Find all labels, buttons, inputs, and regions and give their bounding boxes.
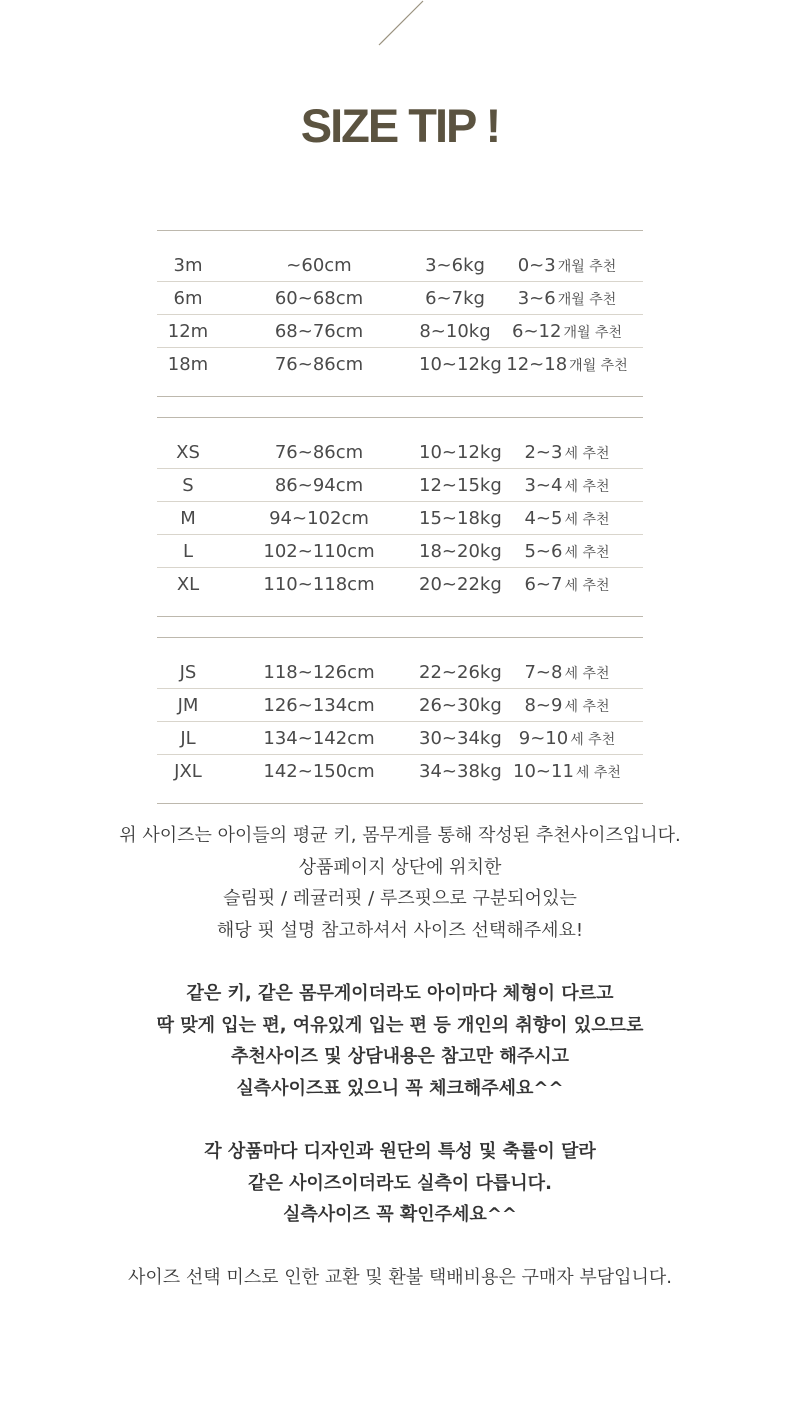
note-line: 각 상품마다 디자인과 원단의 특성 및 축률이 달라: [204, 1141, 596, 1162]
age-recommendation: [491, 255, 643, 276]
page-title: SIZE TIP !: [300, 99, 500, 152]
age-suffix: 개월 추천: [569, 357, 628, 374]
height-range: 76~86cm: [274, 353, 364, 375]
note-line: 실측사이즈 꼭 확인주세요^^: [283, 1204, 517, 1225]
size-row: [157, 567, 643, 600]
height-range: ~60cm: [286, 254, 352, 276]
weight-range: 6~7kg: [425, 287, 485, 309]
note-paragraph: [0, 1262, 800, 1294]
age-suffix: 세 추천: [564, 577, 610, 594]
age-range: 8~9: [524, 694, 563, 716]
note-paragraph: [0, 1136, 800, 1231]
note-line: 위 사이즈는 아이들의 평균 키, 몸무게를 통해 작성된 추천사이즈입니다.: [119, 825, 681, 846]
size-chart: [157, 230, 643, 804]
note-paragraph: [0, 978, 800, 1104]
size-label: XL: [176, 573, 200, 595]
age-range: 6~12: [512, 320, 562, 342]
height-range: 118~126cm: [263, 661, 375, 683]
age-recommendation: [491, 442, 643, 463]
size-group: [157, 230, 643, 397]
size-label: 6m: [173, 287, 203, 309]
height-range: 102~110cm: [263, 540, 375, 562]
height-range: 126~134cm: [263, 694, 375, 716]
age-range: 0~3: [517, 254, 556, 276]
weight-range: 8~10kg: [419, 320, 491, 342]
age-suffix: 세 추천: [570, 731, 616, 748]
age-recommendation: [491, 475, 643, 496]
weight-range: 34~38kg: [419, 760, 502, 782]
size-label: JS: [179, 661, 197, 683]
note-line: 같은 사이즈이더라도 실측이 다릅니다.: [248, 1172, 552, 1194]
note-line: 해당 핏 설명 참고하셔서 사이즈 선택해주세요!: [216, 919, 584, 941]
note-line: 딱 맞게 입는 편, 여유있게 입는 편 등 개인의 취향이 있으므로: [156, 1014, 644, 1036]
weight-range: 20~22kg: [419, 573, 502, 595]
weight-range: 10~12kg: [419, 441, 502, 463]
height-range: 86~94cm: [274, 474, 364, 496]
age-range: 4~5: [524, 507, 563, 529]
note-paragraph: [0, 820, 800, 946]
size-row: [157, 249, 643, 281]
age-suffix: 개월 추천: [563, 324, 622, 341]
size-label: JL: [180, 727, 196, 749]
age-recommendation: [491, 574, 643, 595]
height-range: 142~150cm: [263, 760, 375, 782]
size-row: [157, 688, 643, 721]
size-label: 18m: [167, 353, 209, 375]
height-range: 110~118cm: [263, 573, 375, 595]
age-range: 10~11: [513, 760, 574, 782]
size-row: [157, 468, 643, 501]
height-range: 68~76cm: [274, 320, 364, 342]
note-line: 상품페이지 상단에 위치한: [298, 856, 502, 878]
age-suffix: 세 추천: [564, 665, 610, 682]
size-label: JM: [177, 694, 199, 716]
height-range: 60~68cm: [274, 287, 364, 309]
age-suffix: 세 추천: [564, 511, 610, 528]
size-label: JXL: [174, 760, 202, 782]
height-range: 134~142cm: [263, 727, 375, 749]
weight-range: 15~18kg: [419, 507, 502, 529]
age-range: 5~6: [524, 540, 563, 562]
age-recommendation: [491, 761, 643, 782]
age-suffix: 세 추천: [564, 445, 610, 462]
note-line: 슬림핏 / 레귤러핏 / 루즈핏으로 구분되어있는: [223, 888, 577, 909]
age-suffix: 세 추천: [564, 698, 610, 715]
age-range: 3~6: [517, 287, 556, 309]
age-recommendation: [491, 662, 643, 683]
size-label: 12m: [167, 320, 209, 342]
size-row: [157, 347, 643, 380]
size-row: [157, 656, 643, 688]
size-label: S: [182, 474, 194, 496]
note-line: 같은 키, 같은 몸무게이더라도 아이마다 체형이 다르고: [186, 983, 614, 1004]
age-recommendation: [491, 288, 643, 309]
age-suffix: 세 추천: [564, 478, 610, 495]
height-range: 94~102cm: [269, 507, 369, 529]
size-group: [157, 637, 643, 804]
age-range: 6~7: [524, 573, 563, 595]
age-recommendation: [491, 728, 643, 749]
weight-range: 30~34kg: [419, 727, 502, 749]
weight-range: 26~30kg: [419, 694, 502, 716]
age-range: 2~3: [524, 441, 563, 463]
size-row: [157, 436, 643, 468]
decorative-slash-line: [378, 0, 424, 46]
size-row: [157, 534, 643, 567]
size-label: L: [182, 540, 194, 562]
size-group: [157, 417, 643, 617]
weight-range: 18~20kg: [419, 540, 502, 562]
age-recommendation: [491, 541, 643, 562]
weight-range: 10~12kg: [419, 353, 502, 375]
size-row: [157, 754, 643, 787]
age-recommendation: [491, 695, 643, 716]
age-recommendation: [491, 321, 643, 342]
weight-range: 12~15kg: [419, 474, 502, 496]
size-label: M: [180, 507, 196, 529]
age-recommendation: [491, 508, 643, 529]
size-label: XS: [176, 441, 200, 463]
weight-range: 3~6kg: [425, 254, 485, 276]
size-row: [157, 281, 643, 314]
age-suffix: 개월 추천: [557, 291, 617, 308]
age-range: 12~18: [506, 353, 568, 375]
age-range: 3~4: [524, 474, 563, 496]
note-line: 추천사이즈 및 상담내용은 참고만 해주시고: [230, 1046, 570, 1067]
note-line: 실측사이즈표 있으니 꼭 체크해주세요^^: [236, 1077, 564, 1099]
size-row: [157, 501, 643, 534]
age-suffix: 개월 추천: [557, 258, 617, 275]
age-suffix: 세 추천: [575, 764, 621, 781]
age-range: 9~10: [518, 727, 569, 749]
size-label: 3m: [173, 254, 203, 276]
age-suffix: 세 추천: [564, 544, 610, 561]
age-range: 7~8: [524, 661, 563, 683]
height-range: 76~86cm: [274, 441, 364, 463]
size-row: [157, 721, 643, 754]
weight-range: 22~26kg: [419, 661, 502, 683]
size-row: [157, 314, 643, 347]
note-line: 사이즈 선택 미스로 인한 교환 및 환불 택배비용은 구매자 부담입니다.: [127, 1267, 673, 1288]
age-recommendation: [491, 354, 643, 375]
